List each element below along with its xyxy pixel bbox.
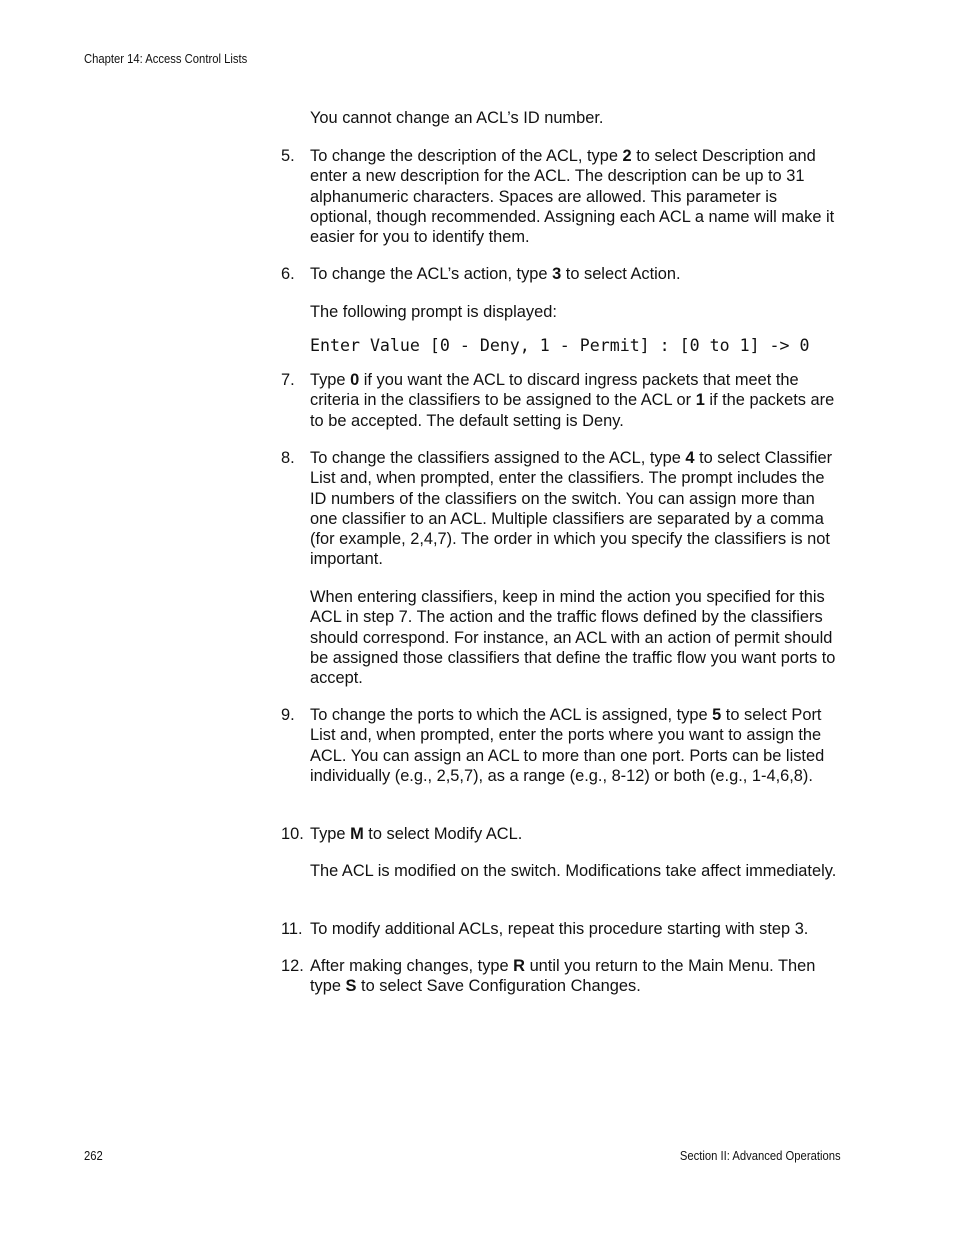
step-number: 6. bbox=[281, 265, 295, 283]
prompt-note: The following prompt is displayed: bbox=[310, 303, 557, 321]
section-title: Section II: Advanced Operations bbox=[680, 1149, 841, 1163]
intro-paragraph: You cannot change an ACL’s ID number. bbox=[310, 109, 604, 127]
step-text: To change the classifiers assigned to the ACL, type 4 to select Classifier List and, when prompted, enter the classifiers. The prompt includes the ID numbers of the classifiers on the switch. You can assign more than one classifier to an ACL. Multiple classifiers are separated by a comma (for example, 2,4,7). The order in which you specify the classifiers is not important. bbox=[310, 449, 833, 569]
step-number: 12. bbox=[281, 957, 304, 975]
prompt-code: Enter Value [0 - Deny, 1 - Permit] : [0 to 1] -> 0 bbox=[310, 336, 810, 355]
step-10 bbox=[281, 824, 841, 844]
classifier-note: When entering classifiers, keep in mind the action you specified for this ACL in step 7. The action and the traffic flows defined by the classifiers should correspond. For instance, an ACL with an action of permit should be assigned those classifiers that define the traffic flow you want ports to accept. bbox=[310, 588, 836, 688]
step-text: To modify additional ACLs, repeat this procedure starting with step 3. bbox=[310, 920, 809, 938]
step-9 bbox=[281, 705, 841, 786]
step-text: Type M to select Modify ACL. bbox=[310, 825, 523, 843]
step-number: 5. bbox=[281, 147, 295, 165]
step-11 bbox=[281, 919, 841, 939]
step-number: 10. bbox=[281, 825, 304, 843]
step-number: 9. bbox=[281, 706, 295, 724]
step-text: To change the ACL’s action, type 3 to select Action. bbox=[310, 265, 681, 283]
step-text: To change the ports to which the ACL is assigned, type 5 to select Port List and, when prompted, enter the ports where you want to assign the ACL. You can assign an ACL to more than one port. Ports can be listed individually (e.g., 2,5,7), as a range (e.g., 8-12) or both (e.g., 1-4,6,8). bbox=[310, 706, 825, 785]
page-number: 262 bbox=[84, 1149, 103, 1163]
modify-note: The ACL is modified on the switch. Modifications take affect immediately. bbox=[310, 862, 837, 880]
step-12 bbox=[281, 956, 841, 997]
step-number: 8. bbox=[281, 449, 295, 467]
step-text: To change the description of the ACL, type 2 to select Description and enter a new description for the ACL. The description can be up to 31 alphanumeric characters. Spaces are allowed. This parameter is optional, though recommended. Assigning each ACL a name will make it easier for you to identify them. bbox=[310, 147, 835, 247]
step-7 bbox=[281, 370, 841, 431]
step-8 bbox=[281, 448, 841, 570]
step-5 bbox=[281, 146, 841, 247]
step-6 bbox=[281, 264, 841, 284]
step-text: After making changes, type R until you return to the Main Menu. Then type S to select Save Configuration Changes. bbox=[310, 957, 816, 996]
step-number: 7. bbox=[281, 371, 295, 389]
step-text: Type 0 if you want the ACL to discard ingress packets that meet the criteria in the classifiers to be assigned to the ACL or 1 if the packets are to be accepted. The default setting is Deny. bbox=[310, 371, 835, 430]
step-number: 11. bbox=[281, 920, 303, 938]
running-header: Chapter 14: Access Control Lists bbox=[84, 52, 248, 66]
